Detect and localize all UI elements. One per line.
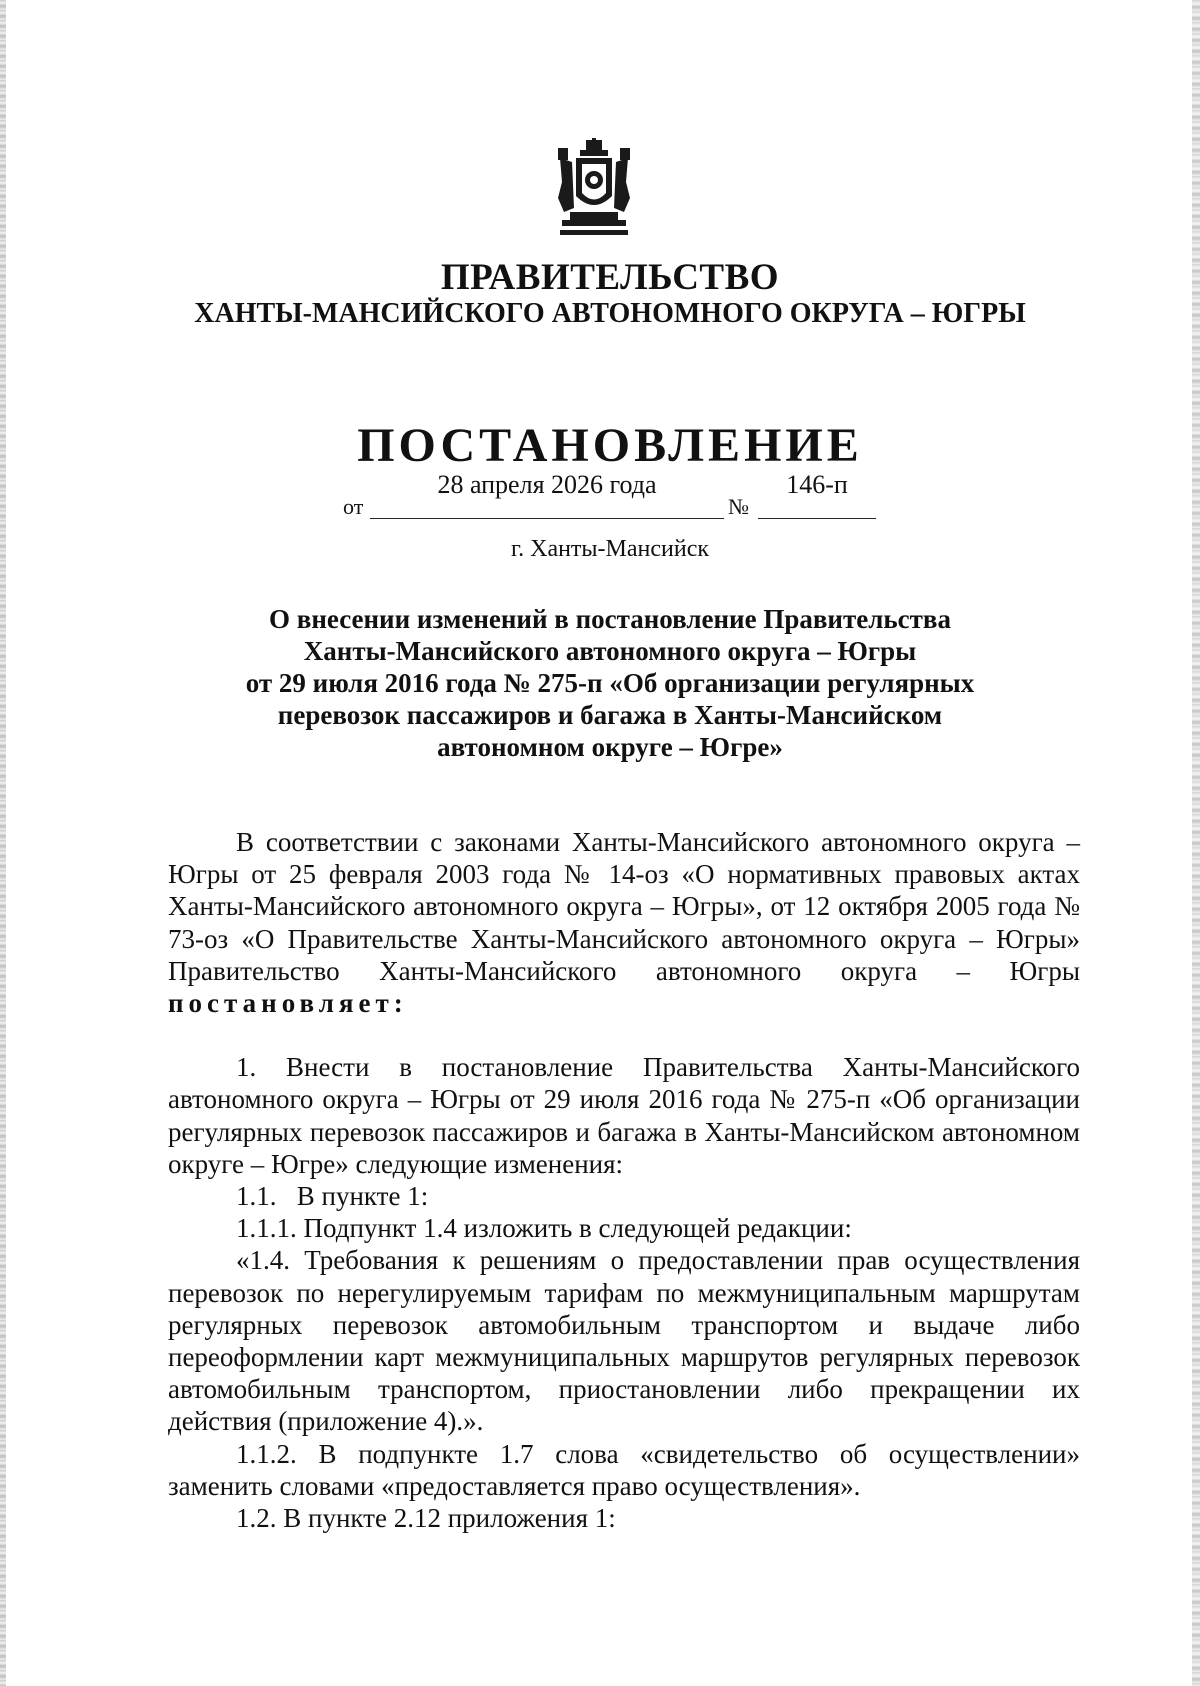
scan-edge-left <box>0 0 6 1686</box>
date-prefix: от <box>343 494 364 519</box>
preamble-text: В соответствии с законами Ханты-Мансийского автономного округа – Югры от 25 февраля 2003 года № 14-оз «О нормативных правовых актах Ханты-Мансийского автономного округа – Югры», от 12 октября 2005 года № 73-оз «О Правительстве Ханты-Мансийского автономного округа – Югры» Правительство Ханты-Мансийского автономного округа – Югры <box>168 827 1080 986</box>
government-title: ПРАВИТЕЛЬСТВО <box>440 257 780 298</box>
heading-line: автономном округе – Югре» <box>437 732 783 762</box>
document-heading <box>200 603 1020 763</box>
heading-line: Ханты-Мансийского автономного округа – Югры <box>303 636 917 666</box>
body-paragraph: 1.1.2. В подпункте 1.7 слова «свидетельство об осуществлении» заменить словами «предоставляется право осуществления». <box>168 1438 1080 1501</box>
body-paragraph: 1.2. В пункте 2.12 приложения 1: <box>236 1503 616 1534</box>
coat-of-arms-icon <box>556 138 632 238</box>
document-type: ПОСТАНОВЛЕНИЕ <box>357 419 863 472</box>
body-paragraph: «1.4. Требования к решениям о предоставлении прав осуществления перевозок по нерегулируемым тарифам по межмуниципальным маршрутам регулярных перевозок автомобильным транспортом и выдаче либо переоформлении карт межмуниципальных маршрутов регулярных перевозок автомобильным транспортом, приостановлении либо прекращении их действия (приложение 4).». <box>168 1245 1080 1437</box>
heading-line: от 29 июля 2016 года № 275-п «Об организации регулярных <box>245 668 975 698</box>
region-title: ХАНТЫ-МАНСИЙСКОГО АВТОНОМНОГО ОКРУГА – ЮГРЫ <box>194 298 1026 329</box>
document-number: 146-п <box>786 470 848 499</box>
body-paragraph: 1. Внести в постановление Правительства Ханты-Мансийского автономного округа – Югры от 29 июля 2016 года № 275-п «Об организации регулярных перевозок пассажиров и багажа в Ханты-Мансийском автономном округе – Югре» следующие изменения: <box>168 1052 1080 1179</box>
resolves-word: постановляет <box>168 988 394 1019</box>
city: г. Ханты-Мансийск <box>510 536 710 562</box>
scan-edge-right <box>1192 0 1200 1686</box>
number-field-line <box>758 518 876 519</box>
heading-line: О внесении изменений в постановление Правительства <box>269 604 951 634</box>
body-paragraph: 1.1.1. Подпункт 1.4 изложить в следующей редакции: <box>236 1213 852 1244</box>
document-date: 28 апреля 2026 года <box>437 470 657 499</box>
date-field-line <box>370 518 724 519</box>
document-body <box>168 826 1080 1534</box>
resolves-colon: : <box>393 988 403 1019</box>
body-paragraph: 1.1. В пункте 1: <box>236 1181 429 1212</box>
number-sign: № <box>728 494 749 519</box>
preamble-paragraph <box>168 826 1080 1019</box>
heading-line: перевозок пассажиров и багажа в Ханты-Мансийском <box>277 700 943 730</box>
